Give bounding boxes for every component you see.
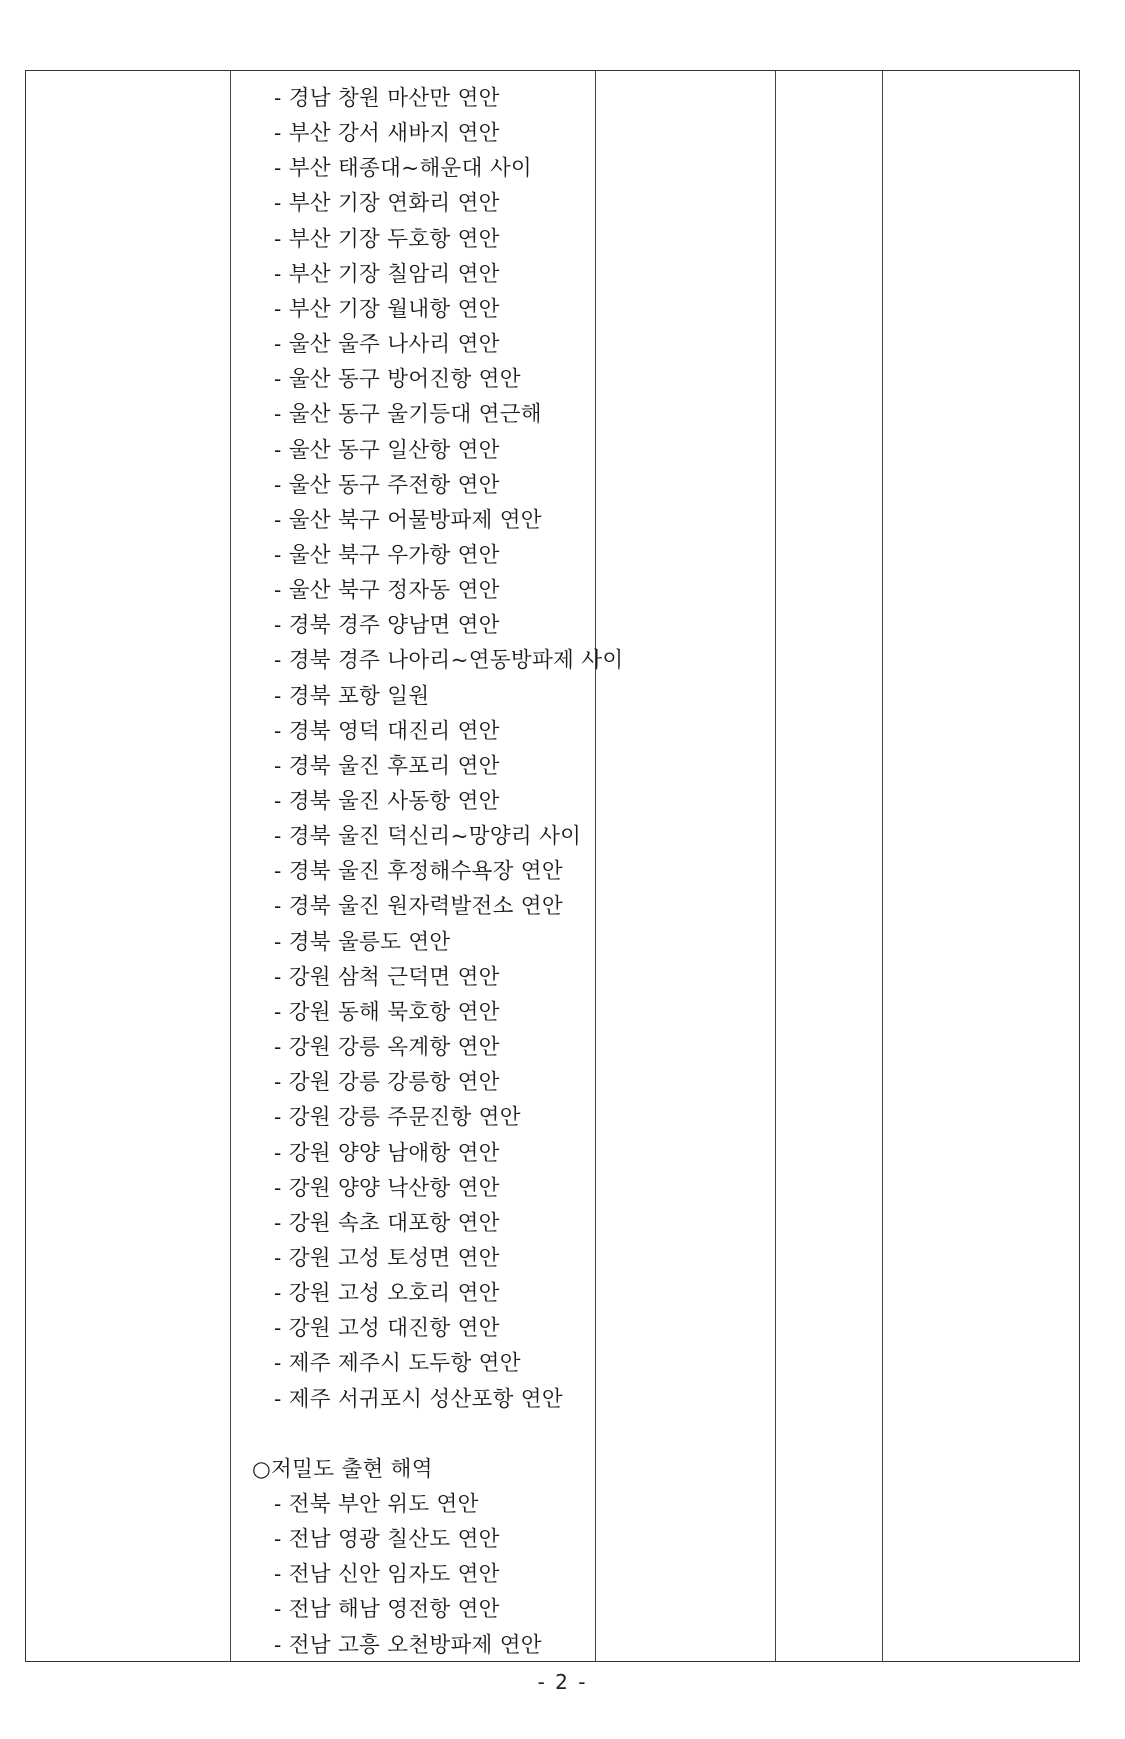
table-column-divider <box>882 71 883 1661</box>
list-item: - 경북 울릉도 연안 <box>274 929 451 955</box>
list-item: - 제주 제주시 도두항 연안 <box>274 1351 521 1377</box>
list-item: - 부산 강서 새바지 연안 <box>274 121 500 147</box>
list-item: - 울산 북구 정자동 연안 <box>274 578 500 604</box>
list-item: - 강원 고성 토성면 연안 <box>274 1245 500 1271</box>
list-item: - 전남 고흥 오천방파제 연안 <box>274 1632 542 1658</box>
list-item: - 울산 동구 울기등대 연근해 <box>274 402 542 428</box>
list-item: - 전남 영광 칠산도 연안 <box>274 1527 500 1553</box>
list-item: - 전남 신안 임자도 연안 <box>274 1562 500 1588</box>
list-item: - 경북 영덕 대진리 연안 <box>274 718 500 744</box>
table-column-divider <box>230 71 231 1661</box>
list-item: - 울산 울주 나사리 연안 <box>274 332 500 358</box>
list-item: - 강원 양양 낙산항 연안 <box>274 1175 500 1201</box>
list-item: - 강원 강릉 주문진항 연안 <box>274 1105 521 1131</box>
list-item: - 강원 강릉 강릉항 연안 <box>274 1070 500 1096</box>
list-item: - 부산 기장 월내항 연안 <box>274 296 500 322</box>
list-item: - 강원 동해 묵호항 연안 <box>274 999 500 1025</box>
list-item: - 제주 서귀포시 성산포항 연안 <box>274 1386 563 1412</box>
list-item: - 부산 기장 칠암리 연안 <box>274 261 500 287</box>
list-item: - 강원 고성 대진항 연안 <box>274 1316 500 1342</box>
list-item: - 경북 울진 사동항 연안 <box>274 789 500 814</box>
list-item: - 강원 강릉 옥계항 연안 <box>274 1035 500 1061</box>
list-item: - 부산 기장 연화리 연안 <box>274 191 500 217</box>
list-item: - 경북 울진 덕신리~망양리 사이 <box>274 824 582 850</box>
list-item: - 경북 경주 양남면 연안 <box>274 613 500 639</box>
list-item: - 울산 북구 우가항 연안 <box>274 542 500 568</box>
list-item: - 울산 동구 주전항 연안 <box>274 472 500 498</box>
list-item: - 강원 고성 오호리 연안 <box>274 1281 500 1307</box>
list-item: - 강원 양양 남애항 연안 <box>274 1140 500 1166</box>
list-item: - 강원 속초 대포항 연안 <box>274 1210 500 1236</box>
page-number: - 2 - <box>537 1670 588 1694</box>
location-list-cell <box>243 71 624 1661</box>
list-item: - 경북 포항 일원 <box>274 683 430 709</box>
list-item: - 부산 기장 두호항 연안 <box>274 226 500 252</box>
list-item: - 경북 경주 나아리~연동방파제 사이 <box>274 648 624 674</box>
list-item: - 강원 삼척 근덕면 연안 <box>274 964 500 990</box>
list-item: - 경북 울진 원자력발전소 연안 <box>274 894 563 920</box>
list-item: - 울산 동구 일산항 연안 <box>274 437 500 463</box>
list-item: - 부산 태종대~해운대 사이 <box>274 156 532 182</box>
list-item: - 경북 울진 후정해수욕장 연안 <box>274 859 563 885</box>
list-item: - 경남 창원 마산만 연안 <box>274 86 500 111</box>
section-heading: ○저밀도 출현 해역 <box>252 1456 433 1482</box>
list-item: - 전북 부안 위도 연안 <box>274 1492 479 1517</box>
table-column-divider <box>775 71 776 1661</box>
list-item: - 전남 해남 영전항 연안 <box>274 1597 500 1623</box>
list-item: - 경북 울진 후포리 연안 <box>274 753 500 779</box>
list-item: - 울산 동구 방어진항 연안 <box>274 367 521 393</box>
document-table <box>25 70 1080 1662</box>
list-item: - 울산 북구 어물방파제 연안 <box>274 507 542 533</box>
